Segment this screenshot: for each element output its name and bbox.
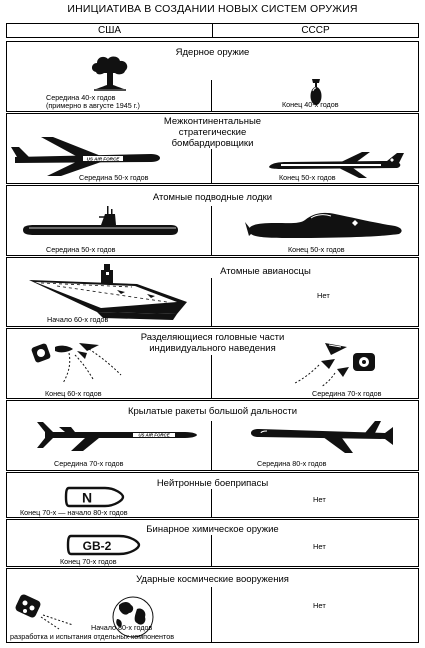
row-divider — [211, 206, 212, 255]
row-title-line: Разделяющиеся головные части — [140, 332, 285, 343]
table-row-mirv-warheads — [6, 328, 419, 399]
table-row-aircraft-carriers — [6, 257, 419, 327]
mirv-warhead-icon — [29, 339, 139, 389]
ussr-caption: Конец 50-х годов — [288, 245, 345, 254]
mushroom-cloud-icon — [90, 55, 130, 92]
shell-marking: GB-2 — [82, 539, 112, 553]
page-title: ИНИЦИАТИВА В СОЗДАНИИ НОВЫХ СИСТЕМ ОРУЖИЯ — [67, 3, 358, 15]
row-divider — [211, 278, 212, 326]
missile-marking: US AIR FORCE — [138, 432, 170, 438]
chemical-shell-icon — [67, 534, 141, 556]
ussr-caption: Нет — [313, 495, 326, 504]
row-title: Ударные космические вооружения — [136, 574, 289, 585]
ussr-caption: Нет — [313, 542, 326, 551]
row-divider — [211, 535, 212, 566]
table-row-neutron-munitions — [6, 472, 419, 518]
row-title: Нейтронные боеприпасы — [156, 478, 269, 489]
column-header-usa: США — [97, 25, 122, 36]
row-divider — [211, 80, 212, 111]
row-divider — [211, 587, 212, 642]
bomber-icon — [11, 135, 161, 177]
table-row-nuclear-weapons — [6, 41, 419, 112]
ussr-caption: Середина 80-х годов — [257, 459, 327, 468]
column-header-ussr: СССР — [301, 25, 330, 36]
cruise-missile-icon — [249, 419, 395, 455]
usa-caption-detail: разработка и испытания отдельных компонентов — [10, 632, 175, 641]
row-divider — [211, 421, 212, 470]
usa-caption: Начало 60-х годов — [47, 315, 109, 324]
row-divider — [211, 489, 212, 517]
row-title-line: бомбардировщики — [171, 138, 254, 149]
row-title: Атомные авианосцы — [220, 266, 311, 277]
row-title: Атомные подводные лодки — [152, 192, 273, 203]
usa-caption: Конец 70-х годов — [60, 557, 117, 566]
submarine-icon — [21, 206, 179, 242]
submarine-icon — [245, 208, 405, 242]
table-header — [6, 23, 419, 38]
ussr-caption: Нет — [317, 291, 330, 300]
usa-caption: Конец 70-х — начало 80-х годов — [20, 508, 128, 517]
comparison-table — [6, 23, 419, 644]
aircraft-marking: US AIR FORCE — [86, 156, 120, 162]
mirv-warhead-icon — [291, 339, 391, 389]
row-title: Крылатые ракеты большой дальности — [127, 406, 298, 417]
row-title-line: индивидуального наведения — [149, 343, 276, 354]
neutron-shell-icon — [65, 486, 125, 508]
row-divider — [211, 149, 212, 183]
aircraft-carrier-icon — [27, 264, 191, 320]
ussr-caption: Конец 40-х годов — [282, 100, 339, 109]
row-title-line: Межконтинентальные — [163, 116, 262, 127]
usa-caption-detail: (примерно в августе 1945 г.) — [46, 101, 140, 110]
ussr-caption: Конец 50-х годов — [279, 173, 336, 182]
usa-caption: Середина 50-х годов — [46, 245, 116, 254]
usa-caption: Середина 40-х годов — [46, 93, 116, 102]
ussr-caption: Нет — [313, 601, 326, 610]
table-row-nuclear-submarines — [6, 185, 419, 256]
usa-caption: Середина 50-х годов — [79, 173, 149, 182]
usa-caption: Середина 70-х годов — [54, 459, 124, 468]
shell-marking: N — [81, 489, 93, 506]
table-row-space-strike-weapons — [6, 568, 419, 643]
row-title: Ядерное оружие — [175, 47, 250, 58]
ussr-caption: Середина 70-х годов — [312, 389, 382, 398]
usa-caption: Конец 60-х годов — [45, 389, 102, 398]
row-divider — [211, 355, 212, 398]
cruise-missile-icon — [35, 417, 199, 453]
usa-caption: Начало 80-х годов — [91, 623, 153, 632]
table-row-binary-chemical-weapons — [6, 519, 419, 567]
table-row-cruise-missiles — [6, 400, 419, 471]
row-title-line: стратегические — [178, 127, 247, 138]
row-title: Бинарное химическое оружие — [146, 524, 279, 535]
table-row-strategic-bombers — [6, 113, 419, 184]
